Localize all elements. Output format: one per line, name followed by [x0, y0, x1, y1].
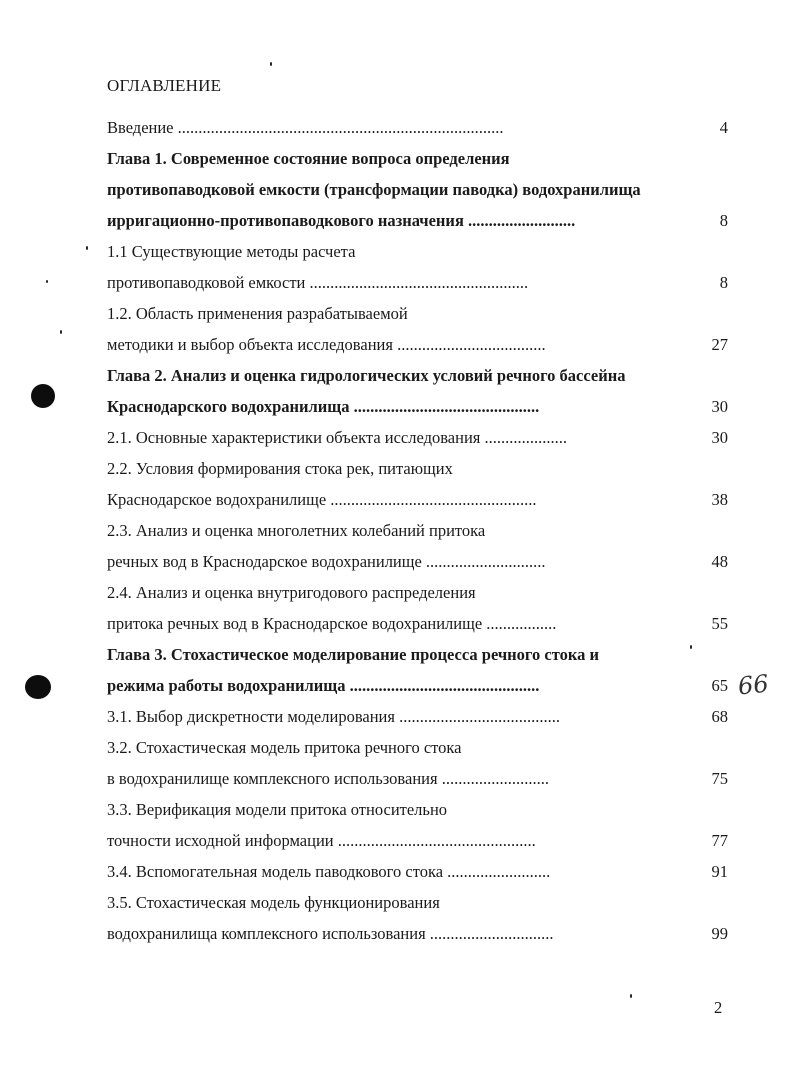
scan-speck	[270, 62, 272, 66]
toc-entry-text: 2.2. Условия формирования стока рек, питающих	[107, 459, 453, 478]
toc-entry-page: 77	[711, 831, 728, 850]
toc-entry-page: 30	[711, 428, 728, 447]
scan-speck	[86, 246, 88, 250]
toc-entry-page: 75	[711, 769, 728, 788]
toc-entry-text: ирригационно-противопаводкового назначения ..........................	[107, 211, 576, 230]
punch-hole-mark-lower	[25, 675, 51, 699]
toc-entry-page: 8	[719, 211, 728, 230]
toc-entry-text: Глава 3. Стохастическое моделирование процесса речного стока и	[107, 645, 599, 664]
toc-entry-text: притока речных вод в Краснодарское водохранилище .................	[107, 614, 557, 633]
toc-entry-text: речных вод в Краснодарское водохранилище .............................	[107, 552, 546, 571]
toc-entry-text: 3.3. Верификация модели притока относительно	[107, 800, 448, 819]
toc-entry-page: 65	[711, 676, 728, 695]
toc-entry-text: противопаводковой емкости (трансформации паводка) водохранилища	[107, 180, 641, 199]
toc-entry-page: 30	[711, 397, 728, 416]
toc-entry-text: 3.1. Выбор дискретности моделирования .......................................	[107, 707, 560, 726]
toc-entry-text: Краснодарское водохранилище ..................................................	[107, 490, 537, 509]
toc-entry-page: 99	[711, 924, 728, 943]
toc-entry-text: водохранилища комплексного использования ..............................	[107, 924, 554, 943]
toc-entry-page: 27	[711, 335, 728, 354]
toc-entry-text: Глава 1. Современное состояние вопроса определения	[107, 149, 510, 168]
toc-heading: ОГЛАВЛЕНИЕ	[107, 76, 222, 95]
toc-entry-page: 68	[711, 707, 728, 726]
toc-entry-page: 8	[719, 273, 728, 292]
toc-entry-text: Глава 2. Анализ и оценка гидрологических условий речного бассейна	[107, 366, 626, 385]
toc-entry-text: 2.3. Анализ и оценка многолетних колебаний притока	[107, 521, 486, 540]
toc-entry-page: 91	[711, 862, 728, 881]
punch-hole-mark-upper	[31, 384, 55, 408]
toc-entry-page: 55	[711, 614, 728, 633]
toc-entry-text: 3.4. Вспомогательная модель паводкового стока .........................	[107, 862, 551, 881]
toc-entry-page: 38	[711, 490, 728, 509]
page-number: 2	[714, 998, 723, 1017]
toc-entry-text: 2.4. Анализ и оценка внутригодового распределения	[107, 583, 476, 602]
toc-entry-text: методики и выбор объекта исследования ....................................	[107, 335, 546, 354]
handwritten-page-correction: 66	[736, 669, 770, 701]
toc-entry-page: 48	[711, 552, 728, 571]
toc-entry-text: 1.1 Существующие методы расчета	[107, 242, 356, 261]
toc-entry-text: 3.5. Стохастическая модель функционирования	[107, 893, 440, 912]
toc-entry-text: 1.2. Область применения разрабатываемой	[107, 304, 408, 323]
toc-entry-page: 4	[719, 118, 728, 137]
toc-entry-text: режима работы водохранилища ..............................................	[107, 676, 540, 695]
toc-entry-text: в водохранилище комплексного использования ..........................	[107, 769, 549, 788]
scan-speck	[46, 280, 48, 283]
toc-entry-text: точности исходной информации ................................................	[107, 831, 536, 850]
scan-speck	[630, 994, 632, 998]
toc-entry-text: Краснодарского водохранилища .............................................	[107, 397, 540, 416]
toc-entry-text: 2.1. Основные характеристики объекта исследования ....................	[107, 428, 568, 447]
scan-speck	[690, 645, 692, 649]
toc-entry-text: Введение ...............................................................................	[107, 118, 504, 137]
toc-entry-text: 3.2. Стохастическая модель притока речного стока	[107, 738, 462, 757]
toc-entry-text: противопаводковой емкости .....................................................	[107, 273, 529, 292]
scan-speck	[60, 330, 62, 334]
